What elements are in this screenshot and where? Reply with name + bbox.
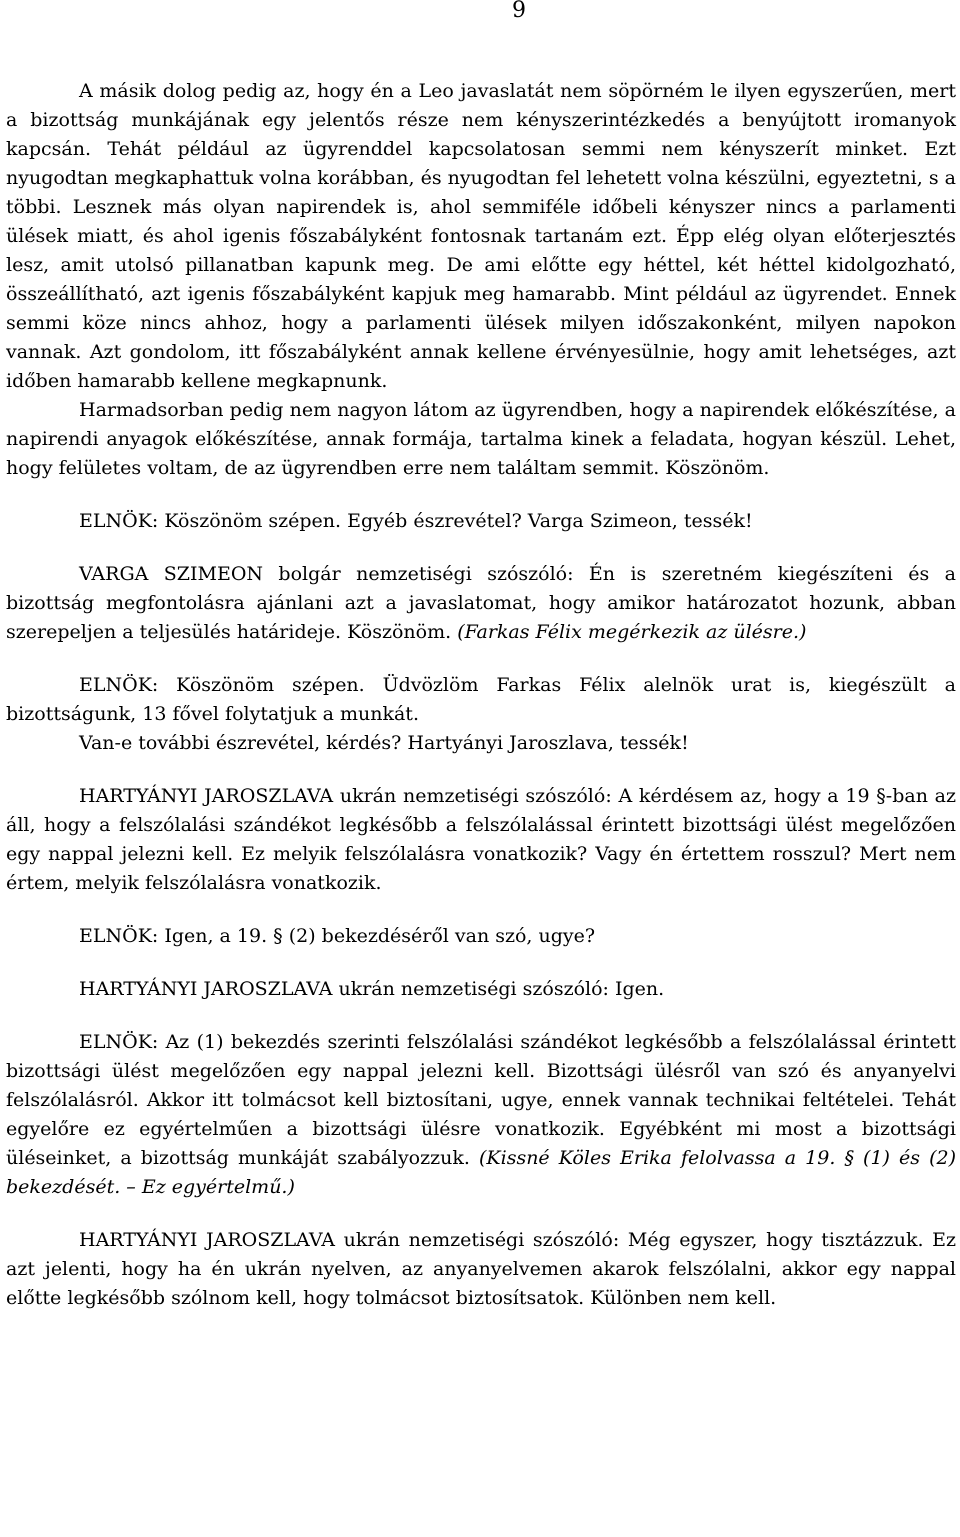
paragraph-elnok-3: ELNÖK: Igen, a 19. § (2) bekezdéséről van szó, ugye?	[79, 925, 596, 947]
paragraph-spacer	[6, 898, 956, 922]
stage-direction: (Farkas Félix megérkezik az ülésre.)	[457, 621, 807, 643]
paragraph-spacer	[6, 1202, 956, 1226]
paragraph-hartyanyi-3: HARTYÁNYI JAROSZLAVA ukrán nemzetiségi szószóló: Még egyszer, hogy tisztázzuk. Ez azt jelenti, hogy ha én ukrán nyelven, az anyanyelvemen akarok felszólalni, akkor egy nappal előtte legkésőbb szólnom kell, hogy tolmácsot biztosítsatok. Különben nem kell.	[6, 1229, 956, 1309]
document-body	[6, 77, 956, 1313]
stage-direction: (Kissné Köles Erika felolvassa a 19. § (1) és (2) bekezdését. – Ez egyértelmű.)	[6, 1147, 956, 1198]
speech-text: VARGA SZIMEON bolgár nemzetiségi szószóló: Én is szeretném kiegészíteni és a bizottság megfontolásra ajánlani azt a javaslatomat, hogy amikor határozatot hozunk, abban szerepeljen a teljesülés határideje. Köszönöm.	[6, 563, 956, 643]
paragraph-spacer	[6, 483, 956, 507]
speech-text: ELNÖK: Az (1) bekezdés szerinti felszólalási szándékot legkésőbb a felszólalással érintett bizottsági ülést megelőzően egy nappal jelezni kell. Bizottsági ülésről van szó és anyanyelvi felszólalásról. Akkor itt tolmácsot kell biztosítani, ugye, ennek vannak technikai feltételei. Tehát egyelőre ez egyértelműen a bizottsági ülésre vonatkozik. Egyébként mi most a bizottsági üléseinket, a bizottság munkáját szabályozzuk.	[6, 1031, 956, 1169]
paragraph-spacer	[6, 758, 956, 782]
paragraph-elnok-1: ELNÖK: Köszönöm szépen. Egyéb észrevétel? Varga Szimeon, tessék!	[79, 510, 753, 532]
paragraph-varga	[6, 560, 956, 647]
paragraph-leo-proposal: A másik dolog pedig az, hogy én a Leo javaslatát nem söpörném le ilyen egyszerűen, mert a bizottság munkájának egy jelentős része nem kényszerintézkedés a benyújtott iromanyok kapcsán. Tehát például az ügyrenddel kapcsolatosan semmi nem kényszerít minket. Ezt nyugodtan megkaphattuk volna korábban, és nyugodtan fel lehetett volna készülni, egyeztetni, s a többi. Lesznek más olyan napirendek is, ahol semmiféle időbeli kényszer nincs a parlamenti ülések miatt, és ahol igenis főszabályként fontosnak tartanám ezt. Épp elég olyan előterjesztés lesz, amit utolsó pillanatban kapunk meg. De ami előtte egy héttel, két héttel kidolgozható, összeállítható, azt igenis főszabályként kapjuk meg hamarabb. Mint például az ügyrendet. Ennek semmi köze nincs ahhoz, hogy a parlamenti ülések milyen időszakonként, milyen napokon vannak. Azt gondolom, itt főszabályként annak kellene érvényesülnie, hogy amit lehetséges, azt időben hamarabb kellene megkapnunk.	[6, 80, 956, 392]
paragraph-hartyanyi-1: HARTYÁNYI JAROSZLAVA ukrán nemzetiségi szószóló: A kérdésem az, hogy a 19 §-ban az áll, hogy a felszólalási szándékot legkésőbb a felszólalással érintett bizottsági ülést megelőzően egy nappal jelezni kell. Ez melyik felszólalásra vonatkozik? Vagy én értettem rosszul? Mert nem értem, melyik felszólalásra vonatkozik.	[6, 785, 956, 894]
paragraph-spacer	[6, 536, 956, 560]
paragraph-harmadsorban: Harmadsorban pedig nem nagyon látom az ügyrendben, hogy a napirendek előkészítése, a napirendi anyagok előkészítése, annak formája, tartalma kinek a feladata, hogyan készül. Lehet, hogy felületes voltam, de az ügyrendben erre nem találtam semmit. Köszönöm.	[6, 399, 956, 479]
paragraph-spacer	[6, 951, 956, 975]
paragraph-spacer	[6, 647, 956, 671]
paragraph-elnok-4	[6, 1028, 956, 1202]
paragraph-question: Van-e további észrevétel, kérdés? Hartyányi Jaroszlava, tessék!	[79, 732, 689, 754]
paragraph-elnok-2: ELNÖK: Köszönöm szépen. Üdvözlöm Farkas Félix alelnök urat is, kiegészült a bizottságunk, 13 fővel folytatjuk a munkát.	[6, 674, 956, 725]
paragraph-spacer	[6, 1004, 956, 1028]
page-number: 9	[512, 0, 526, 23]
paragraph-hartyanyi-2: HARTYÁNYI JAROSZLAVA ukrán nemzetiségi szószóló: Igen.	[79, 978, 665, 1000]
